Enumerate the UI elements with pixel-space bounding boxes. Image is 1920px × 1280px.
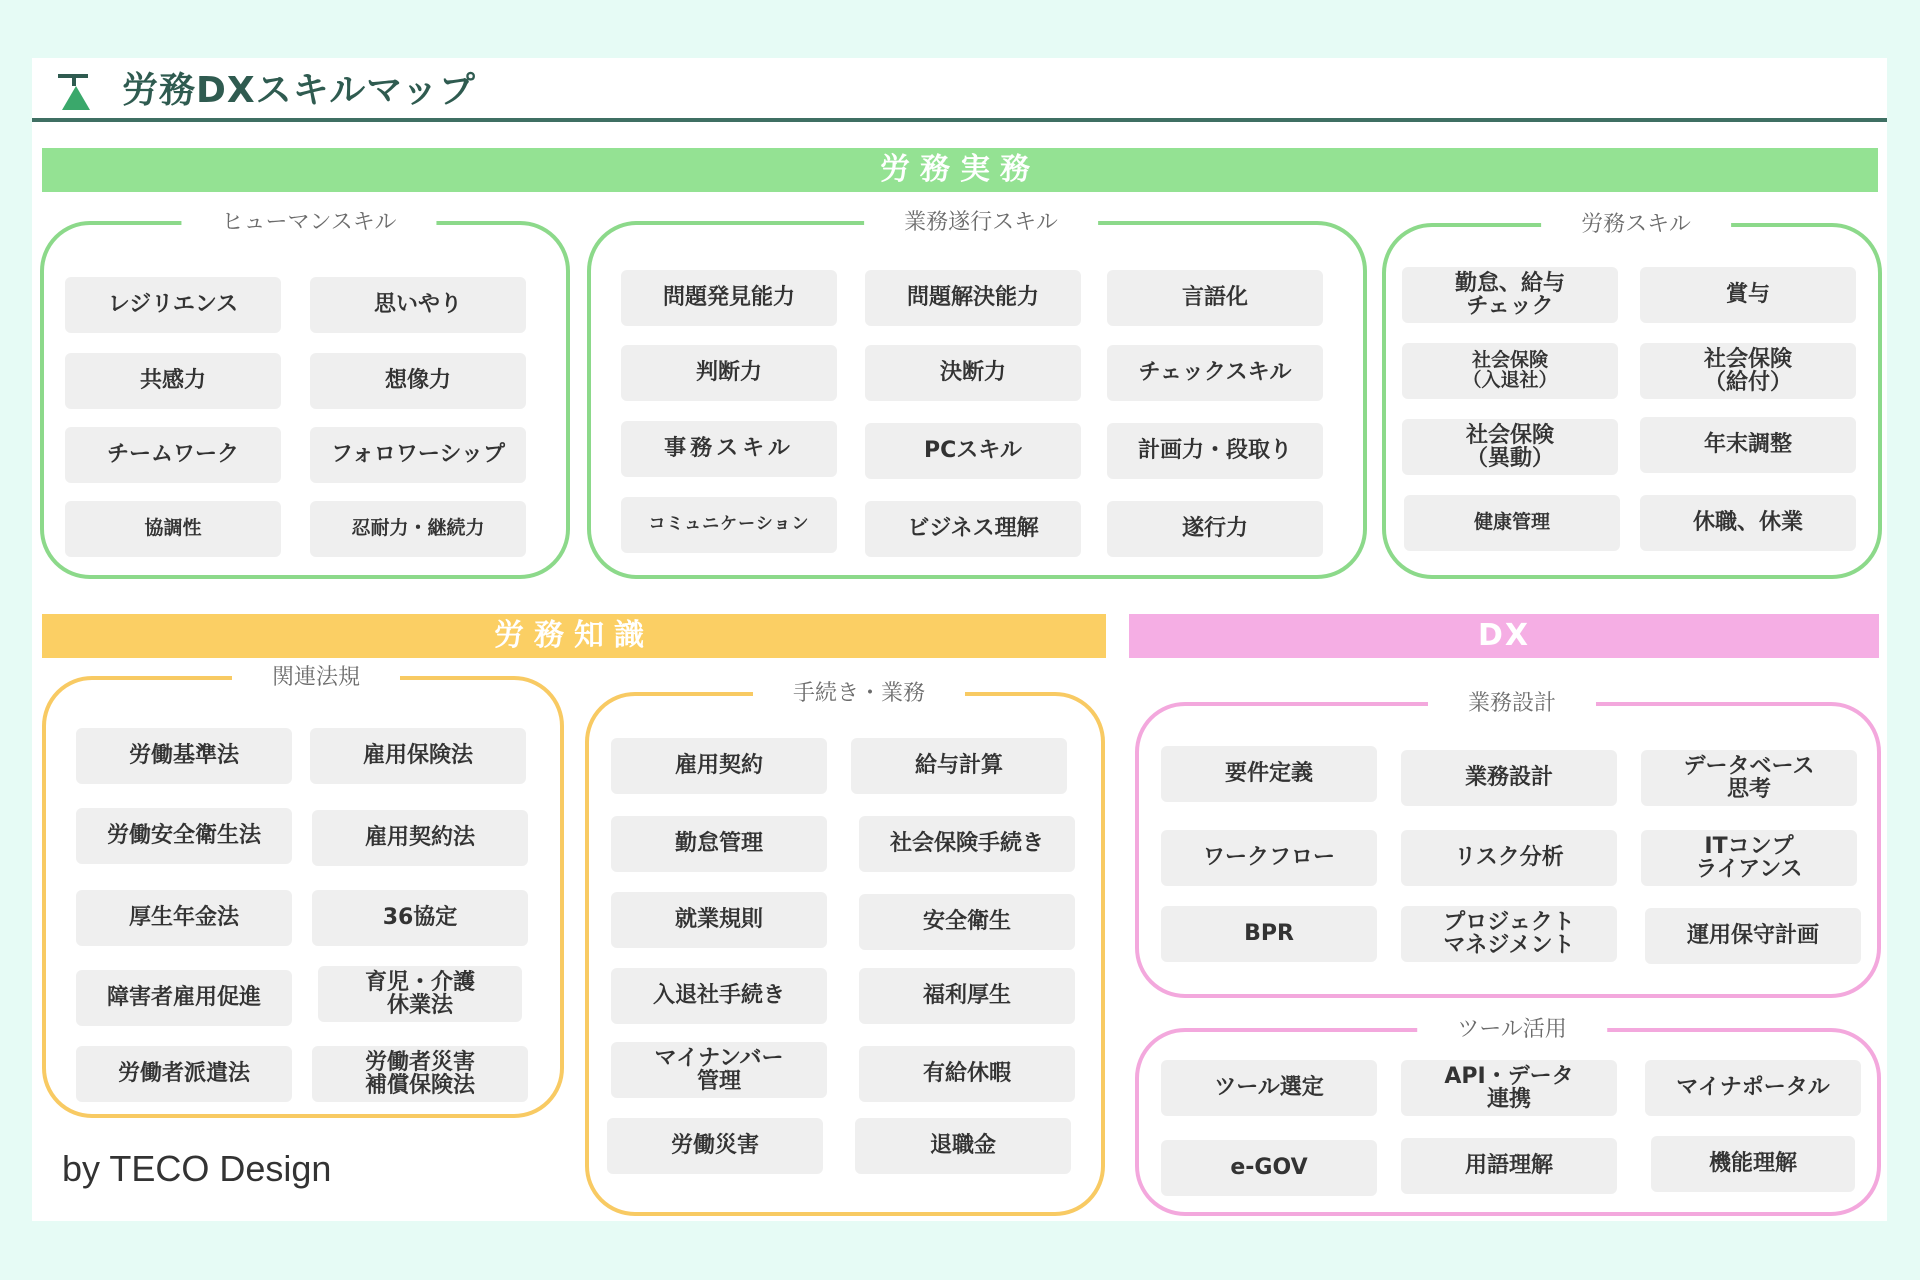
skill-item: 福利厚生 <box>859 968 1075 1024</box>
skill-item: 給与計算 <box>851 738 1067 794</box>
skill-item: 思いやり <box>310 277 526 333</box>
skill-item: 雇用保険法 <box>310 728 526 784</box>
skill-item: 賞与 <box>1640 267 1856 323</box>
group-roumu-skill <box>1382 212 1882 579</box>
skill-item: 社会保険 （給付） <box>1640 343 1856 399</box>
skill-item: 社会保険 （入退社） <box>1402 343 1618 399</box>
skill-item: ワークフロー <box>1161 830 1377 886</box>
skill-item: 協調性 <box>65 501 281 557</box>
skill-item: フォロワーシップ <box>310 427 526 483</box>
skill-item: 共感力 <box>65 353 281 409</box>
skill-item: 遂行力 <box>1107 501 1323 557</box>
skill-item: 用語理解 <box>1401 1138 1617 1194</box>
skill-item: リスク分析 <box>1401 830 1617 886</box>
skill-item: 想像力 <box>310 353 526 409</box>
skill-item: 安全衛生 <box>859 894 1075 950</box>
skill-item: 問題発見能力 <box>621 270 837 326</box>
skill-item: 健康管理 <box>1404 495 1620 551</box>
skill-item: チームワーク <box>65 427 281 483</box>
group-tool <box>1135 1017 1881 1216</box>
skill-item: 入退社手続き <box>611 968 827 1024</box>
skill-item: データベース 思考 <box>1641 750 1857 806</box>
skill-item: 有給休暇 <box>859 1046 1075 1102</box>
skill-item: BPR <box>1161 906 1377 962</box>
skill-item: 労働基準法 <box>76 728 292 784</box>
skill-item: 労働災害 <box>607 1118 823 1174</box>
skill-item: 計画力・段取り <box>1107 423 1323 479</box>
group-label: 関連法規 <box>232 662 400 694</box>
skill-item: 言語化 <box>1107 270 1323 326</box>
group-human-skill <box>40 210 570 579</box>
skill-item: 36協定 <box>312 890 528 946</box>
skill-item: 社会保険手続き <box>859 816 1075 872</box>
skill-item: 年末調整 <box>1640 417 1856 473</box>
group-gyomu-skill <box>587 210 1367 579</box>
skill-item: 運用保守計画 <box>1645 908 1861 964</box>
skill-item: 要件定義 <box>1161 746 1377 802</box>
header-divider <box>32 118 1887 122</box>
skill-item: 社会保険 （異動） <box>1402 419 1618 475</box>
skill-item: 雇用契約法 <box>312 810 528 866</box>
group-label: 業務遂行スキル <box>864 207 1098 239</box>
skill-item: 勤怠管理 <box>611 816 827 872</box>
skill-item: 雇用契約 <box>611 738 827 794</box>
skill-item: コミュニケーション <box>621 497 837 553</box>
group-label: 手続き・業務 <box>753 678 965 710</box>
page-title: 労務DXスキルマップ <box>122 70 476 111</box>
group-label: ツール活用 <box>1417 1014 1607 1046</box>
group-tetsuzuki <box>585 681 1105 1216</box>
skill-item: 休職、休業 <box>1640 495 1856 551</box>
skill-item: 機能理解 <box>1651 1136 1855 1192</box>
skill-item: 決断力 <box>865 345 1081 401</box>
skill-item: e-GOV <box>1161 1140 1377 1196</box>
skill-item: マイナンバー 管理 <box>611 1042 827 1098</box>
skill-item: 忍耐力・継続力 <box>310 501 526 557</box>
skill-item: 労働者災害 補償保険法 <box>312 1046 528 1102</box>
skill-item: 労働者派遣法 <box>76 1046 292 1102</box>
skill-item: 障害者雇用促進 <box>76 970 292 1026</box>
skill-item: 勤怠、給与 チェック <box>1402 267 1618 323</box>
skill-item: ビジネス理解 <box>865 501 1081 557</box>
section-band-dx: DX <box>1129 614 1879 658</box>
section-band-jitsumu: 労務実務 <box>42 148 1878 192</box>
skill-item: API・データ 連携 <box>1401 1060 1617 1116</box>
skill-item: 問題解決能力 <box>865 270 1081 326</box>
skill-item: 退職金 <box>855 1118 1071 1174</box>
skill-item: マイナポータル <box>1645 1060 1861 1116</box>
skill-item: チェックスキル <box>1107 345 1323 401</box>
skill-item: 事務スキル <box>621 421 837 477</box>
group-label: ヒューマンスキル <box>181 207 436 239</box>
skill-item: ツール選定 <box>1161 1060 1377 1116</box>
skill-item: レジリエンス <box>65 277 281 333</box>
skill-item: 業務設計 <box>1401 750 1617 806</box>
group-label: 業務設計 <box>1428 688 1596 720</box>
credit-text: by TECO Design <box>62 1148 332 1189</box>
skill-item: 労働安全衛生法 <box>76 808 292 864</box>
skill-item: 育児・介護 休業法 <box>318 966 522 1022</box>
group-gyomu-sekkei <box>1135 691 1881 998</box>
skill-item: 厚生年金法 <box>76 890 292 946</box>
skill-item: 判断力 <box>621 345 837 401</box>
skill-map-slide <box>32 58 1887 1221</box>
logo-icon <box>54 68 98 114</box>
group-hourei <box>42 665 564 1118</box>
skill-item: PCスキル <box>865 423 1081 479</box>
skill-item: ITコンプ ライアンス <box>1641 830 1857 886</box>
header <box>32 58 1887 122</box>
group-label: 労務スキル <box>1541 209 1731 241</box>
skill-item: プロジェクト マネジメント <box>1401 906 1617 962</box>
section-band-chishiki: 労務知識 <box>42 614 1106 658</box>
skill-item: 就業規則 <box>611 892 827 948</box>
